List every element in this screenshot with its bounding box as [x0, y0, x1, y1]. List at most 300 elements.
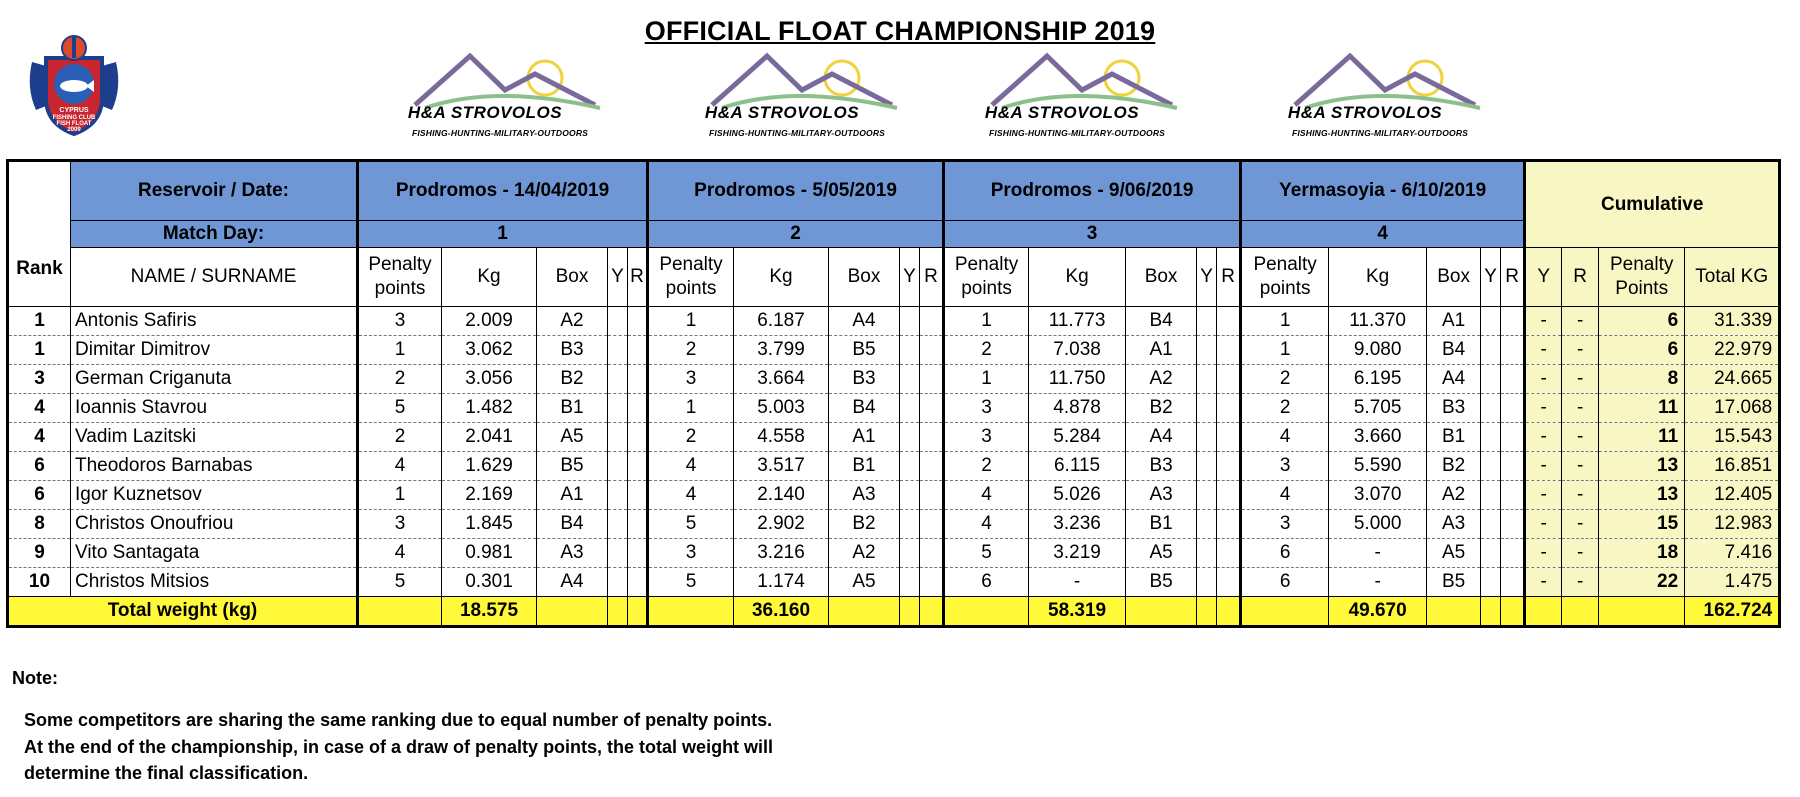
header-row-columns [8, 248, 1780, 307]
note-line: determine the final classification. [24, 763, 309, 783]
r-cell [1217, 539, 1241, 568]
y-cell [1481, 481, 1501, 510]
kg-cell: 0.301 [442, 568, 537, 597]
box-cell: A1 [1126, 336, 1197, 365]
kg-cell: 11.773 [1029, 307, 1126, 336]
penalty-cell: 6 [1241, 568, 1329, 597]
penalty-header [358, 248, 442, 307]
name-cell: Theodoros Barnabas [71, 452, 358, 481]
total-box-cell [537, 597, 608, 627]
y-cell [1481, 568, 1501, 597]
box-cell: B2 [537, 365, 608, 394]
y-cell [1481, 539, 1501, 568]
total-kg-cell: 12.405 [1685, 481, 1780, 510]
mountain-icon [972, 50, 1192, 110]
cum-r-cell: - [1562, 539, 1599, 568]
table-row [8, 452, 1780, 481]
y-header: Y [608, 248, 628, 307]
r-cell [1501, 568, 1525, 597]
box-cell: B2 [1126, 394, 1197, 423]
kg-cell: 2.140 [734, 481, 829, 510]
y-cell [900, 336, 920, 365]
match-total-weight: 36.160 [734, 597, 829, 627]
total-row [8, 597, 1780, 627]
r-header: R [1217, 248, 1241, 307]
penalty-cell: 3 [358, 510, 442, 539]
penalty-cell: 6 [1241, 539, 1329, 568]
total-r-cell [920, 597, 944, 627]
cum-penalty-cell: 13 [1599, 452, 1685, 481]
r-cell [1501, 510, 1525, 539]
r-cell [1217, 365, 1241, 394]
penalty-cell: 4 [944, 510, 1029, 539]
r-header: R [628, 248, 648, 307]
box-cell: A4 [1126, 423, 1197, 452]
y-cell [900, 481, 920, 510]
cum-penalty-cell: 13 [1599, 481, 1685, 510]
sponsor-logo [962, 50, 1202, 146]
r-cell [920, 365, 944, 394]
r-cell [628, 481, 648, 510]
box-cell: B3 [537, 336, 608, 365]
cum-y-cell: - [1525, 481, 1562, 510]
name-header: NAME / SURNAME [71, 248, 358, 307]
note-line: At the end of the championship, in case of a draw of penalty points, the total weight will [24, 737, 774, 757]
name-cell: Vito Santagata [71, 539, 358, 568]
box-cell: A2 [537, 307, 608, 336]
box-cell: A2 [829, 539, 900, 568]
cum-r-cell: - [1562, 307, 1599, 336]
rank-cell: 1 [8, 307, 71, 336]
match-day-3: 3 [944, 221, 1241, 248]
r-cell [920, 452, 944, 481]
kg-cell: 1.482 [442, 394, 537, 423]
box-cell: A2 [1126, 365, 1197, 394]
penalty-cell: 4 [358, 452, 442, 481]
penalty-cell: 3 [944, 423, 1029, 452]
penalty-cell: 5 [648, 510, 734, 539]
y-cell [1197, 423, 1217, 452]
kg-cell: 11.750 [1029, 365, 1126, 394]
total-kg-cell: 12.983 [1685, 510, 1780, 539]
cum-r-cell: - [1562, 336, 1599, 365]
r-header: R [1501, 248, 1525, 307]
rank-cell: 1 [8, 336, 71, 365]
total-r-cell [1501, 597, 1525, 627]
y-cell [1481, 452, 1501, 481]
box-cell: A1 [829, 423, 900, 452]
sponsor-tagline: FISHING-HUNTING-MILITARY-OUTDOORS [1291, 128, 1469, 138]
total-cum-y [1525, 597, 1562, 627]
box-cell: B4 [1126, 307, 1197, 336]
name-cell: Christos Mitsios [71, 568, 358, 597]
total-y-cell [1197, 597, 1217, 627]
r-cell [1217, 568, 1241, 597]
r-cell [628, 568, 648, 597]
y-cell [1481, 336, 1501, 365]
r-cell [1501, 481, 1525, 510]
cum-r-cell: - [1562, 365, 1599, 394]
kg-cell: 3.070 [1329, 481, 1427, 510]
rank-cell: 8 [8, 510, 71, 539]
penalty-header-line: Penalty [659, 254, 723, 275]
box-cell: A3 [537, 539, 608, 568]
cum-y-cell: - [1525, 394, 1562, 423]
table-row [8, 568, 1780, 597]
rank-cell: 6 [8, 481, 71, 510]
penalty-cell: 3 [944, 394, 1029, 423]
table-row [8, 539, 1780, 568]
r-cell [1217, 394, 1241, 423]
match-venue-2: Prodromos - 5/05/2019 [648, 161, 944, 221]
penalty-cell: 2 [358, 423, 442, 452]
sponsor-tagline: FISHING-HUNTING-MILITARY-OUTDOORS [411, 128, 589, 138]
sponsor-logo [682, 50, 922, 146]
r-cell [628, 365, 648, 394]
note-heading: Note: [12, 668, 58, 688]
r-cell [920, 336, 944, 365]
box-cell: A4 [829, 307, 900, 336]
cum-penalty-cell: 18 [1599, 539, 1685, 568]
penalty-cell: 6 [944, 568, 1029, 597]
box-cell: A4 [537, 568, 608, 597]
r-cell [1217, 307, 1241, 336]
total-kg-cell: 16.851 [1685, 452, 1780, 481]
mountain-icon [692, 50, 912, 110]
kg-cell: 2.169 [442, 481, 537, 510]
r-cell [628, 336, 648, 365]
penalty-cell: 2 [648, 423, 734, 452]
sponsor-tagline: FISHING-HUNTING-MILITARY-OUTDOORS [988, 128, 1166, 138]
r-cell [1501, 394, 1525, 423]
penalty-cell: 5 [358, 394, 442, 423]
sponsor-name: H&A STROVOLOS [704, 103, 860, 122]
kg-cell: 2.902 [734, 510, 829, 539]
box-cell: A2 [1427, 481, 1481, 510]
table-row [8, 336, 1780, 365]
total-box-cell [1126, 597, 1197, 627]
y-cell [900, 452, 920, 481]
cum-y-header: Y [1525, 248, 1562, 307]
penalty-header [944, 248, 1029, 307]
cum-r-cell: - [1562, 568, 1599, 597]
penalty-header-line: points [665, 278, 717, 299]
svg-text:CYPRUS: CYPRUS [59, 107, 89, 114]
sponsor-name: H&A STROVOLOS [984, 103, 1140, 122]
r-cell [1501, 336, 1525, 365]
box-cell: B4 [537, 510, 608, 539]
kg-header: Kg [734, 248, 829, 307]
penalty-cell: 1 [1241, 307, 1329, 336]
y-cell [1197, 394, 1217, 423]
y-cell [608, 394, 628, 423]
y-cell [900, 365, 920, 394]
table-row [8, 481, 1780, 510]
svg-text:FISHING CLUB: FISHING CLUB [52, 115, 96, 121]
kg-cell: 11.370 [1329, 307, 1427, 336]
kg-header: Kg [1029, 248, 1126, 307]
box-cell: A4 [1427, 365, 1481, 394]
r-cell [920, 568, 944, 597]
total-kg-cell: 1.475 [1685, 568, 1780, 597]
r-cell [920, 510, 944, 539]
total-kg-cell: 22.979 [1685, 336, 1780, 365]
cum-r-cell: - [1562, 481, 1599, 510]
total-box-cell [829, 597, 900, 627]
box-cell: B3 [829, 365, 900, 394]
box-cell: B2 [829, 510, 900, 539]
kg-cell: 4.558 [734, 423, 829, 452]
sponsor-tagline: FISHING-HUNTING-MILITARY-OUTDOORS [708, 128, 886, 138]
y-cell [608, 568, 628, 597]
total-cum-r [1562, 597, 1599, 627]
penalty-cell: 1 [944, 307, 1029, 336]
cum-y-cell: - [1525, 336, 1562, 365]
box-cell: A5 [1126, 539, 1197, 568]
y-cell [1481, 394, 1501, 423]
rank-cell: 4 [8, 394, 71, 423]
cum-penalty-header-line: Penalty [1609, 254, 1674, 275]
penalty-cell: 1 [1241, 336, 1329, 365]
y-cell [900, 394, 920, 423]
r-cell [628, 539, 648, 568]
y-cell [608, 510, 628, 539]
cum-y-cell: - [1525, 539, 1562, 568]
box-header: Box [1126, 248, 1197, 307]
table-row [8, 510, 1780, 539]
match-total-weight: 49.670 [1329, 597, 1427, 627]
sponsor-name: H&A STROVOLOS [1287, 103, 1443, 122]
kg-cell: 3.216 [734, 539, 829, 568]
y-header: Y [900, 248, 920, 307]
rank-cell: 3 [8, 365, 71, 394]
kg-cell: 1.629 [442, 452, 537, 481]
cum-y-cell: - [1525, 365, 1562, 394]
penalty-cell: 2 [1241, 365, 1329, 394]
y-cell [900, 423, 920, 452]
y-cell [1197, 307, 1217, 336]
penalty-cell: 4 [358, 539, 442, 568]
kg-cell: 5.284 [1029, 423, 1126, 452]
box-cell: A3 [1427, 510, 1481, 539]
box-cell: A5 [1427, 539, 1481, 568]
kg-cell: 5.026 [1029, 481, 1126, 510]
kg-header: Kg [1329, 248, 1427, 307]
mountain-icon [395, 50, 615, 110]
penalty-cell: 2 [1241, 394, 1329, 423]
penalty-cell: 1 [944, 365, 1029, 394]
kg-cell: 3.219 [1029, 539, 1126, 568]
kg-cell: 5.000 [1329, 510, 1427, 539]
box-cell: A5 [829, 568, 900, 597]
total-r-cell [1217, 597, 1241, 627]
penalty-cell: 5 [648, 568, 734, 597]
r-cell [1217, 510, 1241, 539]
total-y-cell [608, 597, 628, 627]
svg-text:FISH FLOAT: FISH FLOAT [56, 121, 92, 127]
y-cell [1197, 336, 1217, 365]
name-cell: Dimitar Dimitrov [71, 336, 358, 365]
penalty-cell: 3 [648, 365, 734, 394]
y-header: Y [1197, 248, 1217, 307]
kg-cell: 5.705 [1329, 394, 1427, 423]
match-venue-3: Prodromos - 9/06/2019 [944, 161, 1241, 221]
box-cell: B1 [1427, 423, 1481, 452]
penalty-cell: 1 [648, 394, 734, 423]
kg-cell: - [1029, 568, 1126, 597]
table-row [8, 394, 1780, 423]
name-cell: Christos Onoufriou [71, 510, 358, 539]
kg-cell: 1.845 [442, 510, 537, 539]
box-header: Box [537, 248, 608, 307]
cum-r-cell: - [1562, 423, 1599, 452]
total-penalty-cell [648, 597, 734, 627]
rank-cell: 4 [8, 423, 71, 452]
kg-cell: 7.038 [1029, 336, 1126, 365]
cum-y-cell: - [1525, 452, 1562, 481]
cum-y-cell: - [1525, 307, 1562, 336]
kg-cell: 5.003 [734, 394, 829, 423]
kg-cell: 2.009 [442, 307, 537, 336]
kg-cell: 9.080 [1329, 336, 1427, 365]
penalty-header-line: points [374, 278, 426, 299]
penalty-cell: 4 [648, 452, 734, 481]
total-penalty-cell [944, 597, 1029, 627]
note-line: Some competitors are sharing the same ranking due to equal number of penalty points. [24, 710, 773, 730]
box-header: Box [829, 248, 900, 307]
svg-text:2009: 2009 [67, 127, 81, 133]
table-row [8, 365, 1780, 394]
matchday-label: Match Day: [71, 221, 358, 248]
kg-cell: 3.517 [734, 452, 829, 481]
total-kg-cell: 7.416 [1685, 539, 1780, 568]
r-cell [1501, 423, 1525, 452]
total-kg-cell: 15.543 [1685, 423, 1780, 452]
cum-penalty-cell: 15 [1599, 510, 1685, 539]
penalty-cell: 4 [944, 481, 1029, 510]
kg-cell: 3.799 [734, 336, 829, 365]
r-cell [628, 423, 648, 452]
penalty-cell: 2 [648, 336, 734, 365]
r-cell [1501, 539, 1525, 568]
box-cell: B5 [537, 452, 608, 481]
penalty-cell: 5 [944, 539, 1029, 568]
grand-total-weight: 162.724 [1685, 597, 1780, 627]
cum-penalty-cell: 11 [1599, 394, 1685, 423]
match-day-1: 1 [358, 221, 648, 248]
table-row [8, 423, 1780, 452]
rank-cell: 9 [8, 539, 71, 568]
box-cell: B1 [1126, 510, 1197, 539]
penalty-header-line: Penalty [368, 254, 432, 275]
total-penalty-cell [1241, 597, 1329, 627]
box-cell: A3 [1126, 481, 1197, 510]
y-cell [1197, 452, 1217, 481]
box-cell: B5 [1126, 568, 1197, 597]
box-cell: B3 [1126, 452, 1197, 481]
rank-cell: 10 [8, 568, 71, 597]
match-venue-1: Prodromos - 14/04/2019 [358, 161, 648, 221]
cum-penalty-cell: 6 [1599, 307, 1685, 336]
box-cell: A1 [537, 481, 608, 510]
penalty-cell: 1 [358, 481, 442, 510]
total-kg-cell: 17.068 [1685, 394, 1780, 423]
name-cell: Vadim Lazitski [71, 423, 358, 452]
sponsor-name: H&A STROVOLOS [407, 103, 563, 122]
table-row [8, 307, 1780, 336]
cum-penalty-cell: 11 [1599, 423, 1685, 452]
y-cell [1481, 365, 1501, 394]
kg-cell: 3.056 [442, 365, 537, 394]
y-cell [900, 510, 920, 539]
cum-y-cell: - [1525, 568, 1562, 597]
r-cell [1501, 307, 1525, 336]
match-total-weight: 18.575 [442, 597, 537, 627]
box-cell: A3 [829, 481, 900, 510]
cum-penalty-cell: 8 [1599, 365, 1685, 394]
kg-cell: 4.878 [1029, 394, 1126, 423]
y-cell [608, 336, 628, 365]
kg-header: Kg [442, 248, 537, 307]
rank-cell: 6 [8, 452, 71, 481]
sponsor-logo [1265, 50, 1505, 146]
cum-y-cell: - [1525, 423, 1562, 452]
y-cell [608, 539, 628, 568]
box-cell: B1 [537, 394, 608, 423]
total-penalty-cell [358, 597, 442, 627]
y-cell [608, 423, 628, 452]
penalty-header-line: points [1259, 278, 1311, 299]
reservoir-label: Reservoir / Date: [71, 161, 358, 221]
penalty-cell: 3 [1241, 510, 1329, 539]
r-cell [920, 481, 944, 510]
r-cell [1217, 452, 1241, 481]
box-cell: B2 [1427, 452, 1481, 481]
kg-cell: 3.660 [1329, 423, 1427, 452]
cum-r-cell: - [1562, 510, 1599, 539]
r-cell [1501, 452, 1525, 481]
y-cell [900, 539, 920, 568]
total-label: Total weight (kg) [8, 597, 358, 627]
r-cell [920, 394, 944, 423]
y-cell [608, 307, 628, 336]
r-cell [628, 452, 648, 481]
total-cum-penalty [1599, 597, 1685, 627]
name-cell: Antonis Safiris [71, 307, 358, 336]
r-cell [920, 423, 944, 452]
cum-r-cell: - [1562, 452, 1599, 481]
kg-cell: 3.664 [734, 365, 829, 394]
penalty-cell: 4 [648, 481, 734, 510]
y-cell [1197, 539, 1217, 568]
club-logo [18, 28, 130, 140]
r-cell [628, 307, 648, 336]
name-cell: German Criganuta [71, 365, 358, 394]
kg-cell: 6.195 [1329, 365, 1427, 394]
y-cell [1481, 307, 1501, 336]
kg-cell: 1.174 [734, 568, 829, 597]
header-row-reservoir [8, 161, 1780, 221]
name-cell: Ioannis Stavrou [71, 394, 358, 423]
r-cell [1217, 336, 1241, 365]
penalty-cell: 2 [944, 336, 1029, 365]
r-cell [628, 394, 648, 423]
kg-cell: 5.590 [1329, 452, 1427, 481]
kg-cell: 6.187 [734, 307, 829, 336]
r-cell [920, 307, 944, 336]
r-cell [628, 510, 648, 539]
y-cell [1481, 423, 1501, 452]
